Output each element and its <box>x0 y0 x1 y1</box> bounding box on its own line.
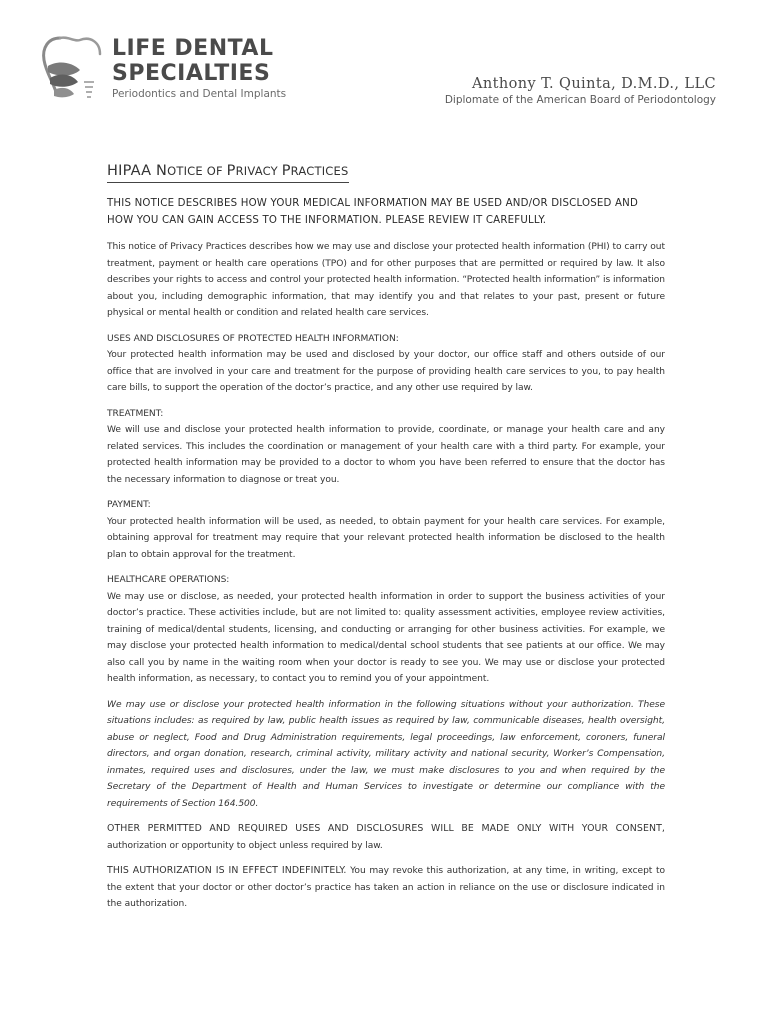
section-heading: PAYMENT: <box>107 500 151 510</box>
uses-section <box>107 331 665 397</box>
section-text: We will use and disclose your protected health information to provide, coordinate, or manage your health care and any related services. This includes the coordination or management of your health care with a third party. For example, your protected health information may be provided to a doctor to whom you have been referred to ensure that the doctor has the necessary information to diagnose or treat you. <box>107 425 665 485</box>
title-part: P <box>281 163 291 179</box>
section-text: Your protected health information may be used and disclosed by your doctor, our office staff and others outside of our office that are involved in your care and treatment for the purpose of providing health care services to you, to pay health care bills, to support the operation of the doctor’s practice, and any other use required by law. <box>107 350 665 393</box>
section-text: Your protected health information will be used, as needed, to obtain payment for your health care services. For example, obtaining approval for treatment may require that your relevant protected health information be disclosed to the health plan to obtain approval for the treatment. <box>107 516 665 560</box>
notice-intro: THIS NOTICE DESCRIBES HOW YOUR MEDICAL INFORMATION MAY BE USED AND/OR DISCLOSED AND HOW YOU CAN GAIN ACCESS TO THE INFORMATION. PLEASE REVIEW IT CAREFULLY. <box>107 198 639 226</box>
section-heading: USES AND DISCLOSURES OF PROTECTED HEALTH INFORMATION: <box>107 333 399 344</box>
document-title <box>107 163 349 183</box>
practice-name: Anthony T. Quinta, D.M.D., LLC <box>472 76 716 92</box>
tooth-implant-icon <box>38 32 108 108</box>
title-part: OTICE OF <box>167 164 227 178</box>
logo-line-2: SPECIALTIES <box>112 61 271 86</box>
authorization-text: You may revoke this authorization, at any time, in writing, except to the extent that your doctor or other doctor’s practice has taken an action in reliance on the use or disclosure indicated in the authorization. <box>107 866 666 909</box>
practice-subtitle: Diplomate of the American Board of Periodontology <box>444 94 716 106</box>
consent-paragraph <box>107 821 665 854</box>
without-authorization-paragraph: We may use or disclose your protected health information in the following situations without your authorization. These situations includes: as required by law, public health issues as required by law, communicable diseases, health oversight, abuse or neglect, Food and Drug Administration requirements, legal proceedings, law enforcement, coroners, funeral directors, and organ donation, research, criminal activity, military activity and national security, Worker’s Compensation, inmates, required uses and disclosures, under the law, we must make disclosures to you and when required by the Secretary of the Department of Health and Human Services to investigate or determine our compliance with the requirements of Section 164.500. <box>107 699 665 809</box>
section-text: We may use or disclose, as needed, your protected health information in order to support the business activities of your doctor’s practice. These activities include, but are not limited to: quality assessment activities, employee review activities, training of medical/dental students, licensing, and conducting or arranging for other business activities. For example, we may disclose your protected health information to medical/dental school students that see patients at our office. We may also call you by name in the waiting room when your doctor is ready to see you. We may use or disclose your protected health information, as necessary, to contact you to remind you of your appointment. <box>107 591 665 684</box>
authorization-caps: THIS AUTHORIZATION IS IN EFFECT INDEFINITELY. <box>107 865 347 876</box>
title-part: RACTICES <box>290 164 349 178</box>
section-heading: TREATMENT: <box>107 408 164 419</box>
section-heading: HEALTHCARE OPERATIONS: <box>107 575 230 585</box>
notice-body <box>107 160 665 922</box>
operations-section <box>107 572 665 688</box>
practice-logo <box>38 32 287 108</box>
practice-header <box>445 76 716 106</box>
logo-tagline: Periodontics and Dental Implants <box>112 88 287 100</box>
logo-wordmark <box>112 36 273 86</box>
authorization-paragraph <box>107 863 665 913</box>
consent-text: authorization or opportunity to object unless required by law. <box>107 840 383 851</box>
title-part: RIVACY <box>235 164 282 178</box>
title-part: P <box>226 163 236 179</box>
payment-section <box>107 497 665 563</box>
title-part: HIPAA N <box>107 163 168 179</box>
treatment-section <box>107 406 665 489</box>
consent-caps: OTHER PERMITTED AND REQUIRED USES AND DISCLOSURES WILL BE MADE ONLY WITH YOUR CONSENT, <box>107 823 665 834</box>
logo-line-1: LIFE DENTAL <box>112 36 274 61</box>
notice-paragraph: This notice of Privacy Practices describes how we may use and disclose your protected health information (PHI) to carry out treatment, payment or health care operations (TPO) and for other purposes that are permitted or required by law. It also describes your rights to access and control your protected health information. “Protected health information” is information about you, including demographic information, that may identify you and that relates to your past, present or future physical or mental health or condition and related health care services. <box>107 242 665 318</box>
